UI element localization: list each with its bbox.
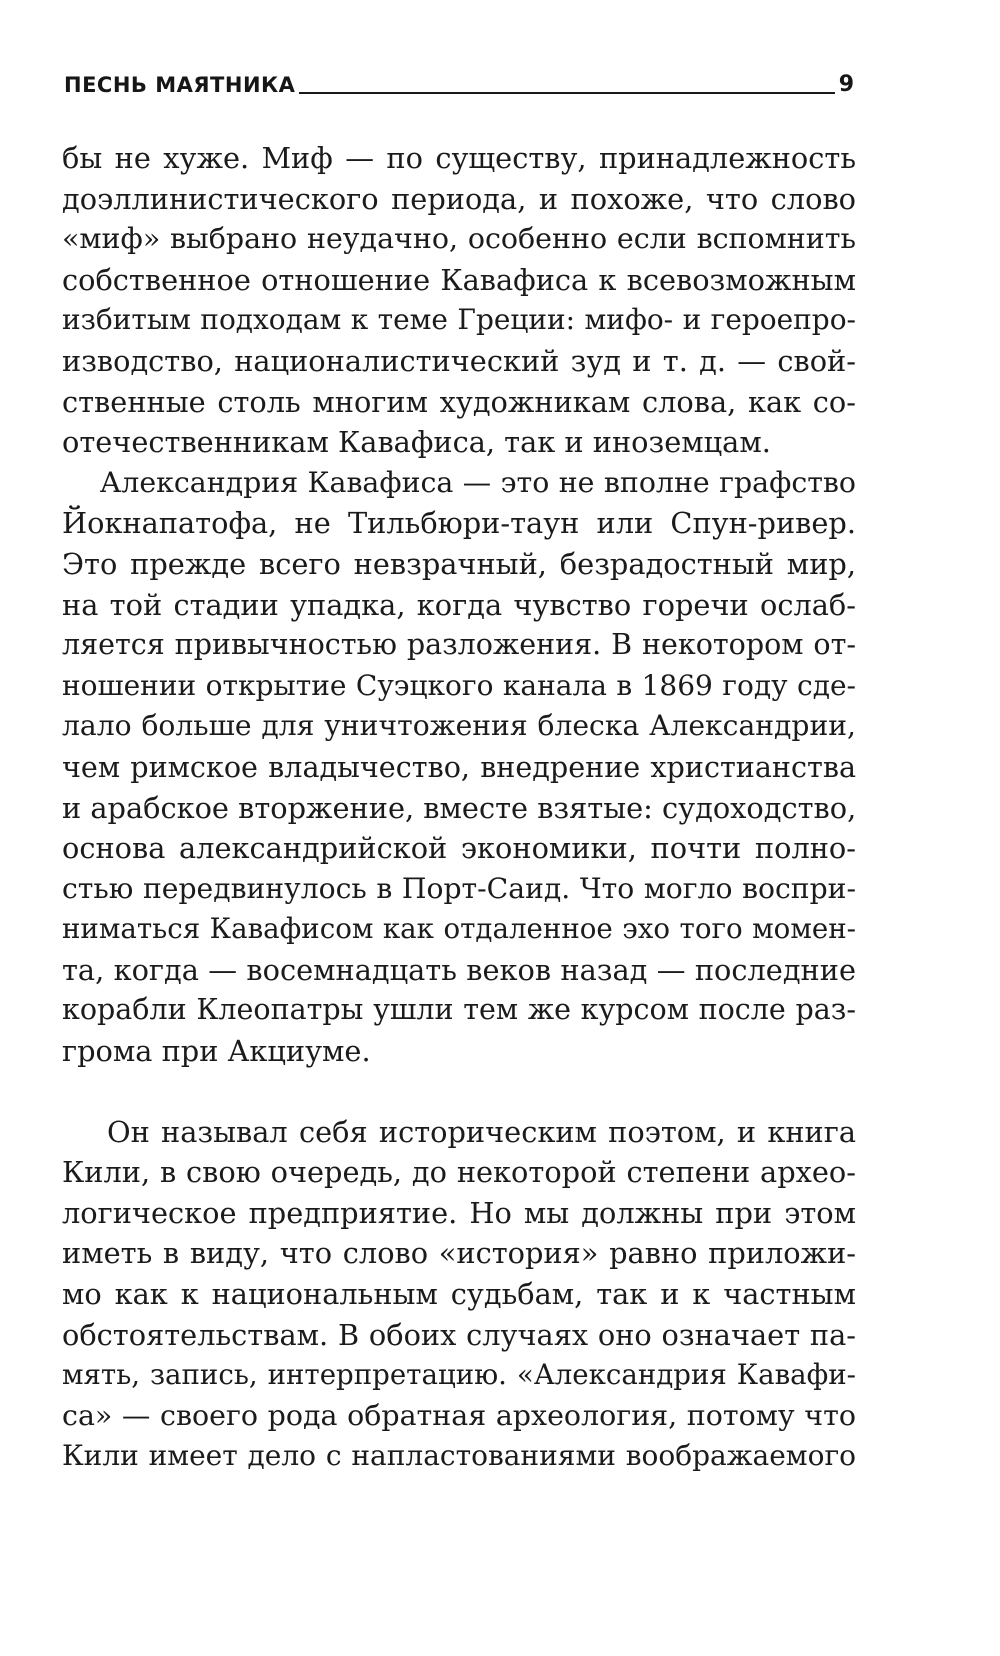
text-line: корабли Клеопатры ушли тем же курсом после раз- [62,993,856,1027]
text-line: Кили имеет дело с напластованиями воображаемого [62,1439,856,1473]
text-line: бы не хуже. Миф — по существу, принадлежность [62,141,856,175]
paragraph-gap [62,1072,856,1112]
text-line: доэллинистического периода, и похоже, что слово [62,181,856,216]
text-line: чем римское владычество, внедрение христианства [62,749,856,784]
text-line: на той стадии упадка, когда чувство горечи ослаб- [62,587,856,622]
text-line: ственные столь многим художникам слова, как со- [62,384,856,419]
text-line: ляется привычностью разложения. В некотором от- [62,628,856,662]
text-line: мять, запись, интерпретацию. «Александрия Кавафи- [62,1358,856,1392]
paragraph-2 [62,463,856,1072]
text-line: отечественникам Кавафиса, так и иноземцам. [62,425,771,460]
text-line: изводство, националистический зуд и т. д. — свой- [62,343,856,378]
text-line: Он называл себя историческим поэтом, и книга [62,1114,856,1149]
body-text [62,138,856,1477]
paragraph-1 [62,138,856,463]
text-line: Йокнапатофа, не Тильбюри-таун или Спун-ривер. [62,506,856,541]
text-line: собственное отношение Кавафиса к всевозможным [62,262,856,297]
text-line: са» — своего рода обратная археология, потому что [62,1398,856,1432]
text-line: избитым подходам к теме Греции: мифо- и героепро- [62,303,856,337]
text-line: грома при Акциуме. [62,1034,371,1069]
text-line: лало больше для уничтожения блеска Александрии, [62,709,856,743]
text-line: Это прежде всего невзрачный, безрадостный мир, [62,546,856,581]
text-line: обстоятельствам. В обоих случаях оно означает па- [62,1317,856,1352]
header-rule [299,92,834,94]
text-line: ниматься Кавафисом как отдаленное эхо того момен- [62,912,856,946]
text-line: Кили, в свою очередь, до некоторой степени архео- [62,1155,856,1190]
text-line: иметь в виду, что слово «история» равно приложи- [62,1236,856,1271]
text-line: мо как к национальным судьбам, так и к частным [62,1277,856,1312]
text-line: та, когда — восемнадцать веков назад — последние [62,952,856,987]
paragraph-3 [62,1112,856,1477]
page-number: 9 [838,72,854,97]
text-line: ношении открытие Суэцкого канала в 1869 году сде- [62,668,856,702]
text-line: Александрия Кавафиса — это не вполне графство [62,465,856,499]
text-line: и арабское вторжение, вместе взятые: судоходство, [62,790,857,825]
text-line: стью передвинулось в Порт-Саид. Что могло воспри- [62,871,856,905]
text-line: логическое предприятие. Но мы должны при этом [62,1195,856,1230]
text-line: основа александрийской экономики, почти полно- [62,831,856,866]
running-title: ПЕСНЬ МАЯТНИКА [64,73,296,97]
running-header [64,66,854,96]
text-line: «миф» выбрано неудачно, особенно если вспомнить [62,222,856,256]
